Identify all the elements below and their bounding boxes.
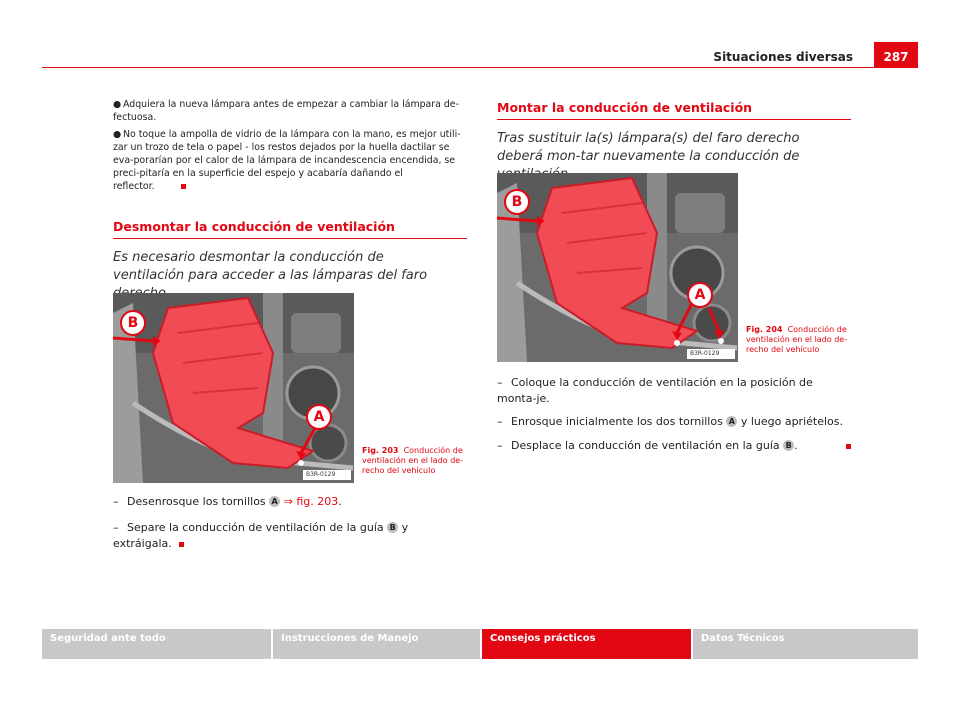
- step-text: Separe la conducción de ventilación de la guía: [127, 521, 384, 534]
- footer-tab-operating[interactable]: Instrucciones de Manejo: [273, 629, 480, 659]
- section-title: Desmontar la conducción de ventilación: [113, 219, 467, 239]
- step-dash: –: [113, 521, 119, 534]
- figure-204: [497, 173, 738, 362]
- section-lead: Tras sustituir la(s) lámpara(s) del faro derecho deberá mon-tar nuevamente la conducción de: [497, 131, 800, 164]
- figure-204-caption: [746, 325, 851, 355]
- engine-illustration: [113, 293, 354, 483]
- caption-text: Conducción de ventilación en el lado de-recho del vehículo: [362, 446, 464, 475]
- badge-a: A: [269, 496, 280, 507]
- end-marker-icon: [179, 542, 184, 547]
- figure-code: B3R-0129: [306, 471, 336, 478]
- right-section: [497, 100, 851, 184]
- end-marker-icon: [846, 444, 851, 449]
- step-dash: –: [113, 495, 119, 508]
- page-number: 287: [874, 42, 918, 68]
- step-1: [497, 375, 851, 407]
- figure-code: B3R-0129: [690, 350, 720, 357]
- footer-tab-safety[interactable]: Seguridad ante todo: [42, 629, 271, 659]
- engine-illustration: [497, 173, 738, 362]
- step-text: Coloque la conducción de ventilación en la posición de monta-je.: [497, 376, 813, 405]
- bullet-dot-icon: ●: [113, 129, 122, 140]
- section-title: Montar la conducción de ventilación: [497, 100, 851, 120]
- step-2: [113, 520, 467, 552]
- step-2: [497, 414, 851, 430]
- bullet-dot-icon: ●: [113, 99, 122, 110]
- step-text: Enrosque inicialmente los dos tornillos: [511, 415, 723, 428]
- figure-203-caption: [362, 446, 467, 476]
- header-rule: [42, 67, 918, 68]
- figure-label-a: A: [687, 282, 713, 308]
- step-3: [497, 438, 851, 454]
- figure-label-b: B: [504, 189, 530, 215]
- figure-ref-link[interactable]: ⇒ fig. 203: [283, 495, 339, 508]
- bullet-text: Adquiera la nueva lámpara antes de empezar a cambiar la lámpara de-fectuosa.: [113, 99, 459, 123]
- caption-number: Fig. 203: [362, 446, 399, 455]
- bullet-item: [113, 98, 467, 124]
- bullet-item: [113, 128, 467, 193]
- caption-text: Conducción de ventilación en el lado de-recho del vehículo: [746, 325, 848, 354]
- end-marker-icon: [181, 184, 186, 189]
- running-header-title: Situaciones diversas: [713, 50, 853, 64]
- step-dash: –: [497, 439, 503, 452]
- step-text-end: y luego apriételos.: [740, 415, 844, 428]
- step-text-end: .: [338, 495, 342, 508]
- section-lead: Es necesario desmontar la conducción de ventilación para acceder a las lámparas del faro: [113, 250, 428, 283]
- badge-b: B: [387, 522, 398, 533]
- figure-label-b: B: [120, 310, 146, 336]
- left-section: [113, 219, 467, 303]
- step-dash: –: [497, 415, 503, 428]
- bullet-text: No toque la ampolla de vidrio de la lámpara con la mano, es mejor utili-zar un trozo de tela o papel - los restos dejados por la huella dactilar se eva-porarían por el calor de la lámpara de incandescencia encendida, se preci-pitaría en la superficie del espejo y acabaría dañando el reflector.: [113, 129, 461, 192]
- step-text: Desenrosque los tornillos: [127, 495, 266, 508]
- step-text-end: y extráigala.: [113, 521, 409, 550]
- figure-label-a: A: [306, 404, 332, 430]
- footer-tab-technical-data[interactable]: Datos Técnicos: [693, 629, 918, 659]
- badge-a: A: [726, 416, 737, 427]
- caption-number: Fig. 204: [746, 325, 783, 334]
- badge-b: B: [783, 440, 794, 451]
- step-1: [113, 494, 467, 510]
- step-text: Desplace la conducción de ventilación en la guía: [511, 439, 780, 452]
- step-dash: –: [497, 376, 503, 389]
- footer-tab-practical-tips[interactable]: Consejos prácticos: [482, 629, 691, 659]
- step-text-end: .: [794, 439, 798, 452]
- figure-203: [113, 293, 354, 483]
- left-column: [113, 98, 467, 197]
